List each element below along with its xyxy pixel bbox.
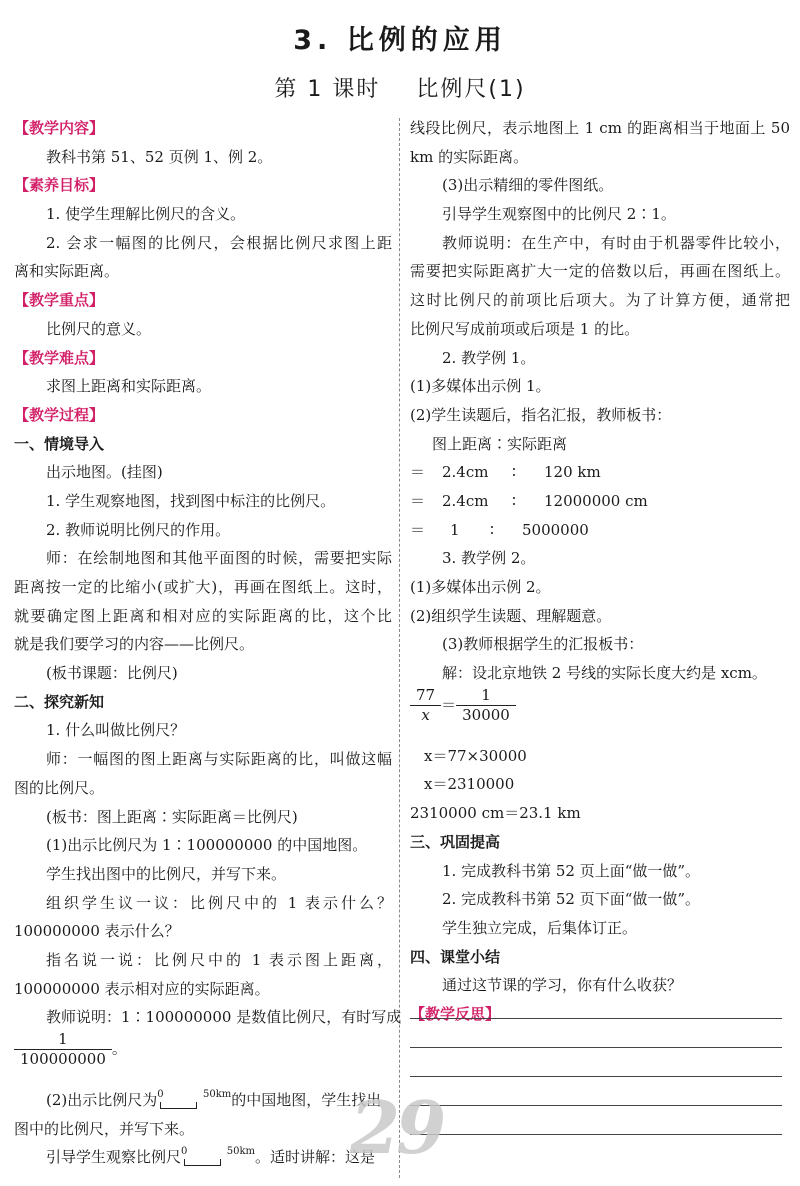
paragraph: (1)多媒体出示例 2。 xyxy=(410,578,551,596)
text-span: (2)出示比例尺为 xyxy=(46,1091,158,1109)
writing-line xyxy=(410,1076,782,1077)
subheading: 三、巩固提高 xyxy=(410,832,501,851)
ratio-colon: ∶ xyxy=(512,463,516,482)
writing-line xyxy=(410,1047,782,1048)
paragraph: (2)学生读题后，指名汇报，教师板书： xyxy=(410,405,672,424)
lesson-topic: 比例尺(1) xyxy=(416,77,526,102)
paragraph: (1)出示比例尺为 1∶100000000 的中国地图。 xyxy=(46,836,368,855)
fraction xyxy=(456,685,516,724)
ratio-colon: ∶ xyxy=(512,491,516,510)
paragraph: (3)出示精细的零件图纸。 xyxy=(442,176,614,195)
section-heading-content: 【教学内容】 xyxy=(14,119,105,137)
equation-line: 2310000 cm＝23.1 km xyxy=(410,804,581,823)
fraction-denominator: x xyxy=(421,705,430,724)
equation-right: 5000000 xyxy=(522,520,589,539)
paragraph xyxy=(14,1086,392,1115)
fraction xyxy=(410,685,441,724)
paragraph: (3)教师根据学生的汇报板书： xyxy=(442,635,644,654)
paragraph: 指名说一说：比例尺中的 1 表示图上距离， xyxy=(46,950,392,969)
paragraph: 比例尺的意义。 xyxy=(46,319,152,338)
section-heading-key: 【教学重点】 xyxy=(14,291,105,310)
text-span: 的中国地图，学生找出 xyxy=(231,1091,382,1109)
writing-line xyxy=(410,1134,782,1135)
scale-bar xyxy=(184,1159,221,1166)
paragraph: 1. 什么叫做比例尺？ xyxy=(46,721,186,740)
fraction-line xyxy=(14,1032,392,1086)
fraction-numerator: 1 xyxy=(14,1032,112,1050)
paragraph xyxy=(14,1143,392,1172)
fraction xyxy=(14,1032,112,1067)
paragraph: 组织学生议一议：比例尺中的 1 表示什么？ xyxy=(46,893,392,912)
paragraph: 引导学生观察图中的比例尺 2∶1。 xyxy=(442,205,676,224)
paragraph: (板书课题：比例尺) xyxy=(46,664,178,683)
equation-line xyxy=(410,458,790,487)
paragraph: 学生独立完成，后集体订正。 xyxy=(442,918,638,937)
equation-right: 120 km xyxy=(544,463,601,482)
paragraph: (板书：图上距离∶实际距离＝比例尺) xyxy=(46,807,298,826)
paragraph: (1)多媒体出示例 1。 xyxy=(410,377,551,396)
section-heading-difficulty: 【教学难点】 xyxy=(14,348,105,367)
equals-sign: ＝ xyxy=(441,695,457,714)
paragraph: km 的实际距离。 xyxy=(410,147,529,166)
equals-sign: ＝ xyxy=(410,463,426,482)
fraction-denominator: 30000 xyxy=(462,705,510,724)
subheading: 一、情境导入 xyxy=(14,434,105,453)
fraction-numerator: 77 xyxy=(410,688,441,706)
paragraph: 比例尺写成前项或后项是 1 的比。 xyxy=(410,319,640,338)
fraction-denominator: 100000000 xyxy=(20,1050,106,1068)
subheading: 二、探究新知 xyxy=(14,692,105,711)
paragraph: 离和实际距离。 xyxy=(14,262,120,281)
paragraph: 师：在绘制地图和其他平面图的时候，需要把实际 xyxy=(46,549,392,568)
paragraph: 教科书第 51、52 页例 1、例 2。 xyxy=(46,147,273,166)
scale-label: 50km xyxy=(226,1146,256,1158)
paragraph: 1. 学生观察地图，找到图中标注的比例尺。 xyxy=(46,491,336,510)
scale-zero: 0 xyxy=(157,1089,164,1100)
paragraph: 通过这节课的学习，你有什么收获？ xyxy=(442,976,683,995)
page-number: 29 xyxy=(350,1085,443,1170)
paragraph: 1. 完成教科书第 52 页上面“做一做”。 xyxy=(442,861,701,880)
equation-line: x＝2310000 xyxy=(424,775,515,794)
paragraph: 师：一幅图的图上距离与实际距离的比，叫做这幅 xyxy=(46,750,392,769)
equation-line xyxy=(410,516,790,545)
line-scale-graphic xyxy=(157,1090,231,1112)
paragraph: 解：设北京地铁 2 号线的实际长度大约是 xcm。 xyxy=(442,664,767,683)
paragraph: 距离按一定的比缩小(或扩大)，再画在图纸上。这时， xyxy=(14,578,392,596)
equation-line: x＝77×30000 xyxy=(424,746,527,765)
scale-bar xyxy=(160,1102,197,1109)
paragraph: 3. 教学例 2。 xyxy=(442,549,536,568)
equals-sign: ＝ xyxy=(410,520,426,539)
paragraph: 图中的比例尺，并写下来。 xyxy=(14,1119,195,1138)
page-title: 3. 比例的应用 xyxy=(293,25,507,56)
subheading: 四、课堂小结 xyxy=(410,947,501,966)
writing-line xyxy=(410,1018,782,1019)
equation-left: 2.4cm xyxy=(442,491,489,510)
text-span: 。适时讲解：这是 xyxy=(255,1148,376,1167)
line-scale-graphic xyxy=(181,1147,255,1169)
text-span: 引导学生观察比例尺 xyxy=(46,1148,182,1167)
fraction-equation xyxy=(410,685,790,742)
paragraph: 求图上距离和实际距离。 xyxy=(46,377,212,396)
paragraph: 需要把实际距离扩大一定的倍数以后，再画在图纸上。 xyxy=(410,262,790,281)
paragraph: 2. 会求一幅图的比例尺，会根据比例尺求图上距 xyxy=(46,233,392,252)
equation-left: 1 xyxy=(450,520,460,539)
equation-right: 12000000 cm xyxy=(544,491,648,510)
fraction-numerator: 1 xyxy=(456,688,516,706)
paragraph: 就是我们要学习的内容——比例尺。 xyxy=(14,635,255,654)
paragraph: (2)组织学生读题、理解题意。 xyxy=(410,606,612,625)
section-heading-process: 【教学过程】 xyxy=(14,405,105,424)
paragraph: 2. 教学例 1。 xyxy=(442,348,536,367)
paragraph: 100000000 表示相对应的实际距离。 xyxy=(14,979,270,998)
paragraph: 这时比例尺的前项比后项大。为了计算方便，通常把 xyxy=(410,291,790,310)
paragraph: 2. 完成教科书第 52 页下面“做一做”。 xyxy=(442,890,701,909)
right-column xyxy=(410,114,790,1029)
paragraph: 出示地图。(挂图) xyxy=(46,463,163,482)
paragraph: 就要确定图上距离和相对应的实际距离的比，这个比 xyxy=(14,606,392,625)
equation-header: 图上距离∶实际距离 xyxy=(432,434,568,453)
paragraph: 1. 使学生理解比例尺的含义。 xyxy=(46,205,246,224)
paragraph: 学生找出图中的比例尺，并写下来。 xyxy=(46,864,287,883)
ratio-colon: ∶ xyxy=(490,520,494,539)
paragraph: 100000000 表示什么？ xyxy=(14,922,180,941)
paragraph: 2. 教师说明比例尺的作用。 xyxy=(46,520,231,539)
lesson-subtitle xyxy=(0,72,800,103)
paragraph: 线段比例尺，表示地图上 1 cm 的距离相当于地面上 50 xyxy=(410,119,790,137)
lesson-period: 第 1 课时 xyxy=(274,77,381,102)
paragraph: 教师说明：1∶100000000 是数值比例尺，有时写成 xyxy=(46,1008,402,1027)
section-heading-reflection: 【教学反思】 xyxy=(410,1004,501,1023)
equals-sign: ＝ xyxy=(410,491,426,510)
equation-line xyxy=(410,487,790,516)
scale-zero: 0 xyxy=(181,1146,188,1158)
paragraph: 教师说明：在生产中，有时由于机器零件比较小， xyxy=(442,233,790,252)
punctuation: 。 xyxy=(111,1039,127,1058)
section-heading-goal: 【素养目标】 xyxy=(14,176,105,195)
paragraph: 图的比例尺。 xyxy=(14,778,105,797)
scale-label: 50km xyxy=(202,1089,232,1100)
equation-left: 2.4cm xyxy=(442,463,489,482)
writing-line xyxy=(410,1105,782,1106)
